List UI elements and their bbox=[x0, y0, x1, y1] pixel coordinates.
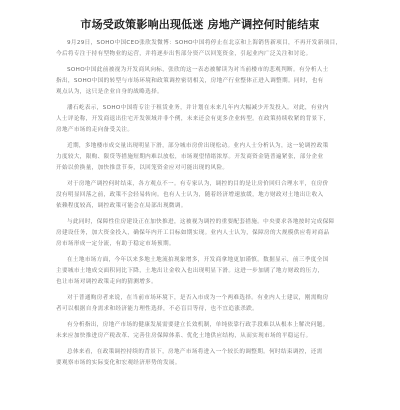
paragraph bbox=[56, 347, 346, 369]
paragraph-line: 者可以根据自身需求和经济能力理性选择，不必盲目等待，也不宜追涨杀跌。 bbox=[56, 306, 259, 312]
paragraph bbox=[56, 103, 346, 136]
paragraph bbox=[56, 65, 346, 98]
paragraph bbox=[56, 141, 346, 174]
paragraph-line: 房地产市场的走向备受关注。 bbox=[56, 127, 134, 133]
paragraph bbox=[56, 320, 346, 342]
paragraph-line: 依赖程度较高，调控政策可能会在局部出现微调。 bbox=[56, 203, 187, 209]
paragraph-line: 总体来看，在政策调控持续的背景下，房地产市场将进入一个较长的调整期。何时结束调控，还需 bbox=[67, 349, 323, 355]
paragraph-line: 观点认为，这只是企业自身的战略选择。 bbox=[56, 89, 163, 95]
paragraph-line: 对于房地产调控何时结束，各方观点不一。有专家认为，调控的目的是让房价回归合理水平，在房价 bbox=[67, 181, 329, 187]
paragraph-line: SOHO中国此前被视为开发商风向标，张欣的这一表态被解读为对当前楼市的悲观判断。有分析人士 bbox=[67, 67, 329, 73]
paragraph-line: 近期，多地楼市成交量出现明显下滑，部分城市房价出现松动。业内人士分析认为，这一轮调控政策 bbox=[67, 143, 329, 149]
paragraph bbox=[56, 179, 346, 212]
paragraph-line: 主要城市土地成交面积同比下降，土地出让金收入也出现明显下滑。这进一步加剧了地方财政的压力， bbox=[56, 268, 324, 274]
document-title: 市场受政策影响出现低迷 房地产调控何时能结束 bbox=[80, 18, 320, 31]
paragraph-line: 人士评论称，开发商退出住宅开发领域并非个例，未来还会有更多企业转型。在政策持续收紧的背景下， bbox=[56, 116, 330, 122]
paragraph-line: 也让市场对调控政策走向的猜测增多。 bbox=[56, 279, 158, 285]
paragraph-line: 对于普通购房者来说，在当前市场环境下，是否入市成为一个两难选择。有业内人士建议，刚需购房 bbox=[67, 295, 329, 301]
paragraph-line: 有分析指出，房地产市场的健康发展需要建立长效机制，单纯依靠行政手段难以从根本上解决问题。 bbox=[67, 322, 329, 328]
paragraph bbox=[56, 38, 346, 60]
paragraph-line: 9月29日，SOHO中国CEO张欣发微博：SOHO中国将停止在北京和上海销售新项目，不再开发新项目， bbox=[67, 40, 342, 46]
paragraph-line: 在土地市场方面，今年以来多地土地流拍现象增多，开发商拿地更加谨慎。数据显示，前三季度全国 bbox=[67, 257, 329, 263]
paragraph bbox=[56, 255, 346, 288]
paragraph bbox=[56, 217, 346, 250]
document-body bbox=[56, 38, 346, 374]
paragraph-line: 指出，SOHO中国的转型与市场环境和政策调控密切相关，房地产行业整体正进入调整期。同时，也有 bbox=[56, 78, 324, 84]
paragraph-line: 与此同时，保障性住房建设正在加快推进，这被视为调控的重要配套措施。中央要求各地按时完成保障 bbox=[67, 219, 335, 225]
paragraph-line: 要观察市场的实际变化和宏观经济形势的发展。 bbox=[56, 360, 181, 366]
paragraph-line: 力度较大，限购、限贷等措施短期内难以放松，市场观望情绪浓厚。开发商资金链普遍紧张，部分企业 bbox=[56, 154, 324, 160]
paragraph-line: 开始以价换量，加快推盘节奏，以回笼资金应对可能出现的风险。 bbox=[56, 165, 229, 171]
paragraph-line: 没有明显回落之前，政策不会轻易转向。也有人士认为，随着经济增速放缓，地方财政对土地出让收入 bbox=[56, 192, 324, 198]
paragraph-line: 房市场形成一定分流，有助于稳定市场预期。 bbox=[56, 241, 175, 247]
paragraph-line: 房建设任务，加大资金投入，确保年内开工目标如期实现。业内人士认为，保障房的大规模供应将对商品 bbox=[56, 230, 330, 236]
paragraph-line: 今后将专注于持有型物业的运营，并将逐步出售部分资产以回笼资金，引起业内广泛关注和讨论。 bbox=[56, 51, 312, 57]
paragraph-line: 潘石屹表示，SOHO中国将专注于租赁业务，并计划在未来几年内大幅减少开发投入。对此，有业内 bbox=[67, 105, 329, 111]
paragraph-line: 未来应加快推进房产税改革、完善住房保障体系、优化土地供应结构，从而实现市场的平稳运行。 bbox=[56, 333, 312, 339]
paragraph bbox=[56, 293, 346, 315]
